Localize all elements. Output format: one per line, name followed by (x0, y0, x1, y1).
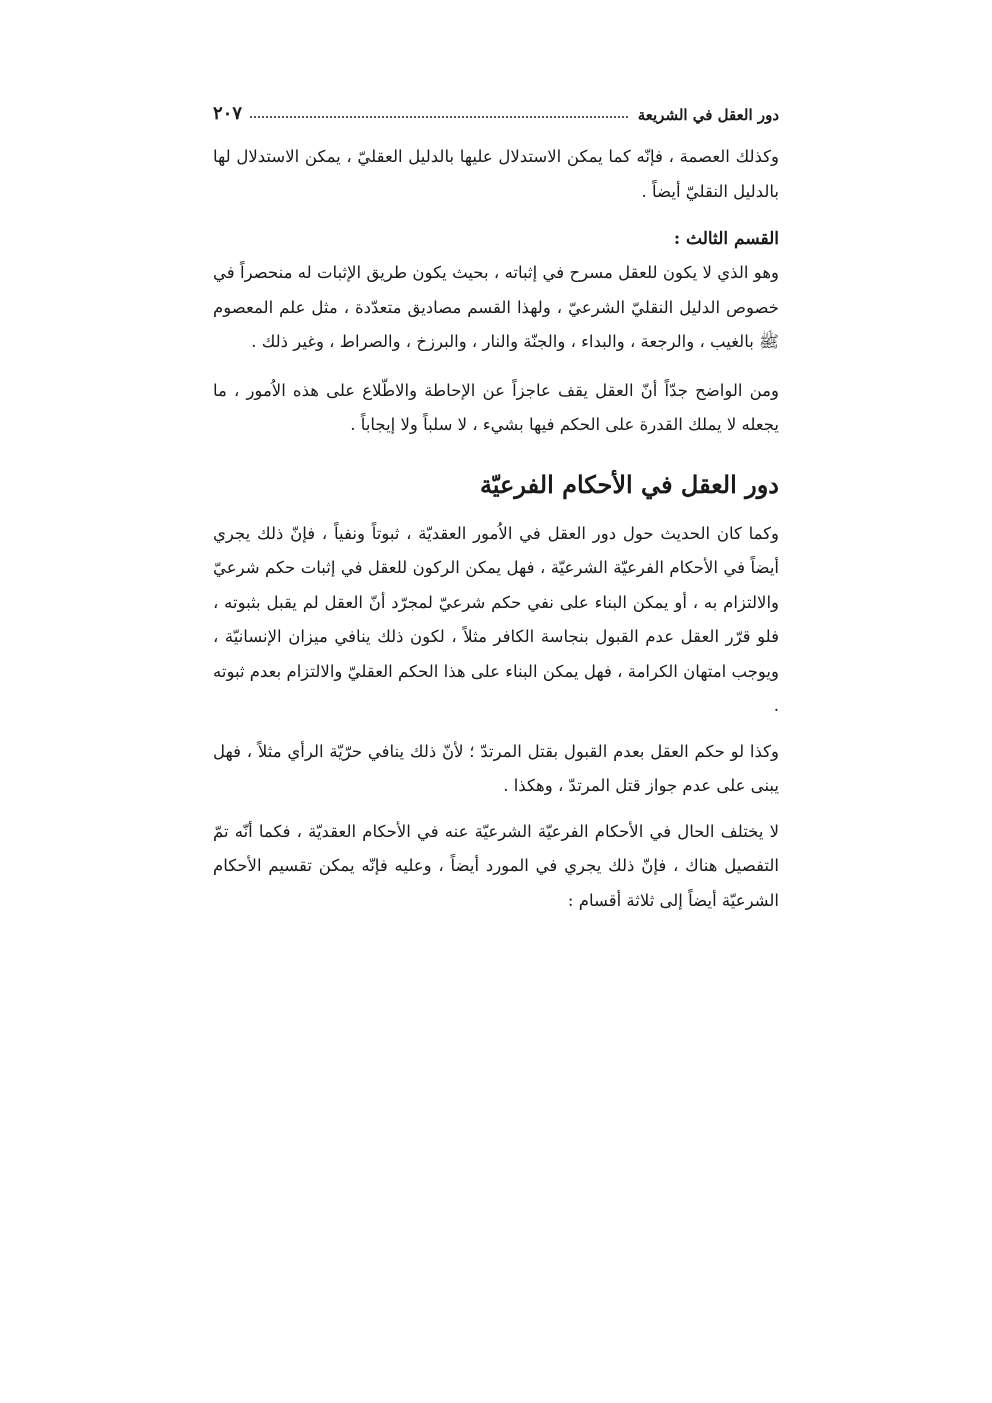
paragraph-subsidiary-rulings: وكما كان الحديث حول دور العقل في الاُمور العقديّة ، ثبوتاً ونفياً ، فإنّ ذلك يجري أيضاً في الأحكام الفرعيّة الشرعيّة ، فهل يمكن الركون للعقل في إثبات حكم شرعيّ والالتزام به ، أو يمكن البناء على نفي حكم شرعيّ لمجرّد أنّ العقل لم يقبل بثبوته ، فلو قرّر العقل عدم القبول بنجاسة الكافر مثلاً ، لكون ذلك ينافي ميزان الإنسانيّة ، ويوجب امتهان الكرامة ، فهل يمكن البناء على هذا الحكم العقليّ والالتزام بعدم ثبوته . (213, 523, 779, 715)
running-header-title: دور العقل في الشريعة (637, 106, 779, 124)
paragraph-infallibility: وكذلك العصمة ، فإنّه كما يمكن الاستدلال عليها بالدليل العقليّ ، يمكن الاستدلال لها بالدليل النقليّ أيضاً . (213, 147, 779, 201)
paragraph-third-section-definition: وهو الذي لا يكون للعقل مسرح في إثباته ، بحيث يكون طريق الإثبات له منحصراً في خصوص الدليل النقليّ الشرعيّ ، ولهذا القسم مصاديق متعدّدة ، مثل علم المعصوم ﷺ بالغيب ، والرجعة ، والبداء ، والجنّة والنار ، والبرزخ ، والصراط ، وغير ذلك . (213, 263, 779, 351)
paragraph-apostate-example: وكذا لو حكم العقل بعدم القبول بقتل المرتدّ ؛ لأنّ ذلك ينافي حرّيّة الرأي مثلاً ، فهل يبنى على عدم جواز قتل المرتدّ ، وهكذا . (213, 741, 779, 795)
paragraph-three-divisions: لا يختلف الحال في الأحكام الفرعيّة الشرعيّة عنه في الأحكام العقديّة ، فكما أنّه تمّ التفصيل هناك ، فإنّ ذلك يجري في المورد أيضاً ، وعليه فإنّه يمكن تقسيم الأحكام الشرعيّة أيضاً إلى ثلاثة أقسام : (213, 821, 779, 910)
book-page (213, 90, 779, 918)
subheading-third-section: القسم الثالث : (673, 229, 779, 249)
dotted-leader (250, 115, 628, 118)
paragraph-reason-incapable: ومن الواضح جدّاً أنّ العقل يقف عاجزاً عن الإحاطة والاطّلاع على هذه الاُمور ، ما يجعله لا يملك القدرة على الحكم فيها بشيء ، لا سلباً ولا إيجاباً . (213, 380, 779, 434)
running-header (213, 90, 779, 124)
page-number: ٢٠٧ (213, 103, 243, 124)
section-title: دور العقل في الأحكام الفرعيّة (479, 469, 779, 499)
